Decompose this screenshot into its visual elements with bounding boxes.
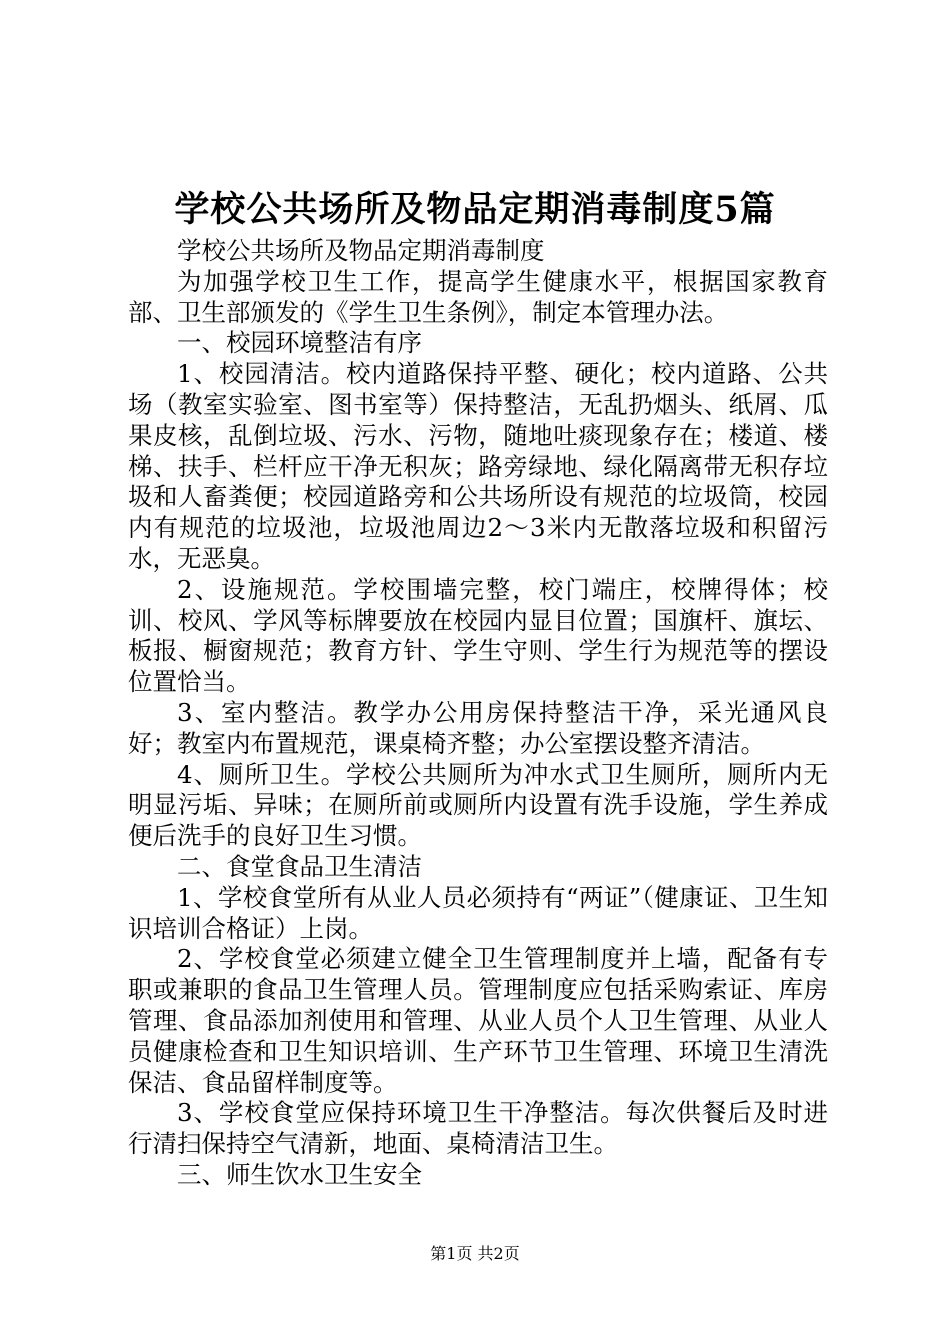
section-heading-3: 三、师生饮水卫生安全 [177,1159,422,1189]
paragraph-2-2: 2、学校食堂必须建立健全卫生管理制度并上墙，配备有专职或兼职的食品卫生管理人员。管理制度应包括采购索证、库房管理、食品添加剂使用和管理、从业人员个人卫生管理、从业人员健康检查和卫生知识培训、生产环节卫生管理、环境卫生清洗保洁、食品留样制度等。 [128,944,828,1097]
section-heading-1: 一、校园环境整洁有序 [177,328,422,358]
section-heading-2: 二、食堂食品卫生清洁 [177,851,422,881]
paragraph-1-3: 3、室内整洁。教学办公用房保持整洁干净，采光通风良好；教室内布置规范，课桌椅齐整；办公室摆设整齐清洁。 [128,697,828,758]
paragraph-2-3: 3、学校食堂应保持环境卫生干净整洁。每次供餐后及时进行清扫保持空气清新，地面、桌椅清洁卫生。 [128,1098,828,1159]
paragraph-1-2: 2、设施规范。学校围墙完整，校门端庄，校牌得体；校训、校风、学风等标牌要放在校园内显目位置；国旗杆、旗坛、板报、橱窗规范；教育方针、学生守则、学生行为规范等的摆设位置恰当。 [128,574,828,697]
paragraph-1-4: 4、厕所卫生。学校公共厕所为冲水式卫生厕所，厕所内无明显污垢、异味；在厕所前或厕所内设置有洗手设施，学生养成便后洗手的良好卫生习惯。 [128,759,828,851]
document-title: 学校公共场所及物品定期消毒制度5篇 [174,189,776,230]
paragraph-subtitle: 学校公共场所及物品定期消毒制度 [177,236,545,265]
paragraph-2-1: 1、学校食堂所有从业人员必须持有“两证”（健康证、卫生知识培训合格证）上岗。 [128,882,828,943]
paragraph-intro: 为加强学校卫生工作，提高学生健康水平，根据国家教育部、卫生部颁发的《学生卫生条例》，制定本管理办法。 [128,266,828,327]
page-footer: 第1页 共2页 [430,1244,520,1263]
paragraph-1-1: 1、校园清洁。校内道路保持平整、硬化；校内道路、公共场（教室实验室、图书室等）保持整洁，无乱扔烟头、纸屑、瓜果皮核，乱倒垃圾、污水、污物，随地吐痰现象存在；楼道、楼梯、扶手、栏杆应干净无积灰；路旁绿地、绿化隔离带无积存垃圾和人畜粪便；校园道路旁和公共场所设有规范的垃圾筒，校园内有规范的垃圾池，垃圾池周边2～3米内无散落垃圾和积留污水，无恶臭。 [128,359,828,573]
document-body [128,236,828,1191]
